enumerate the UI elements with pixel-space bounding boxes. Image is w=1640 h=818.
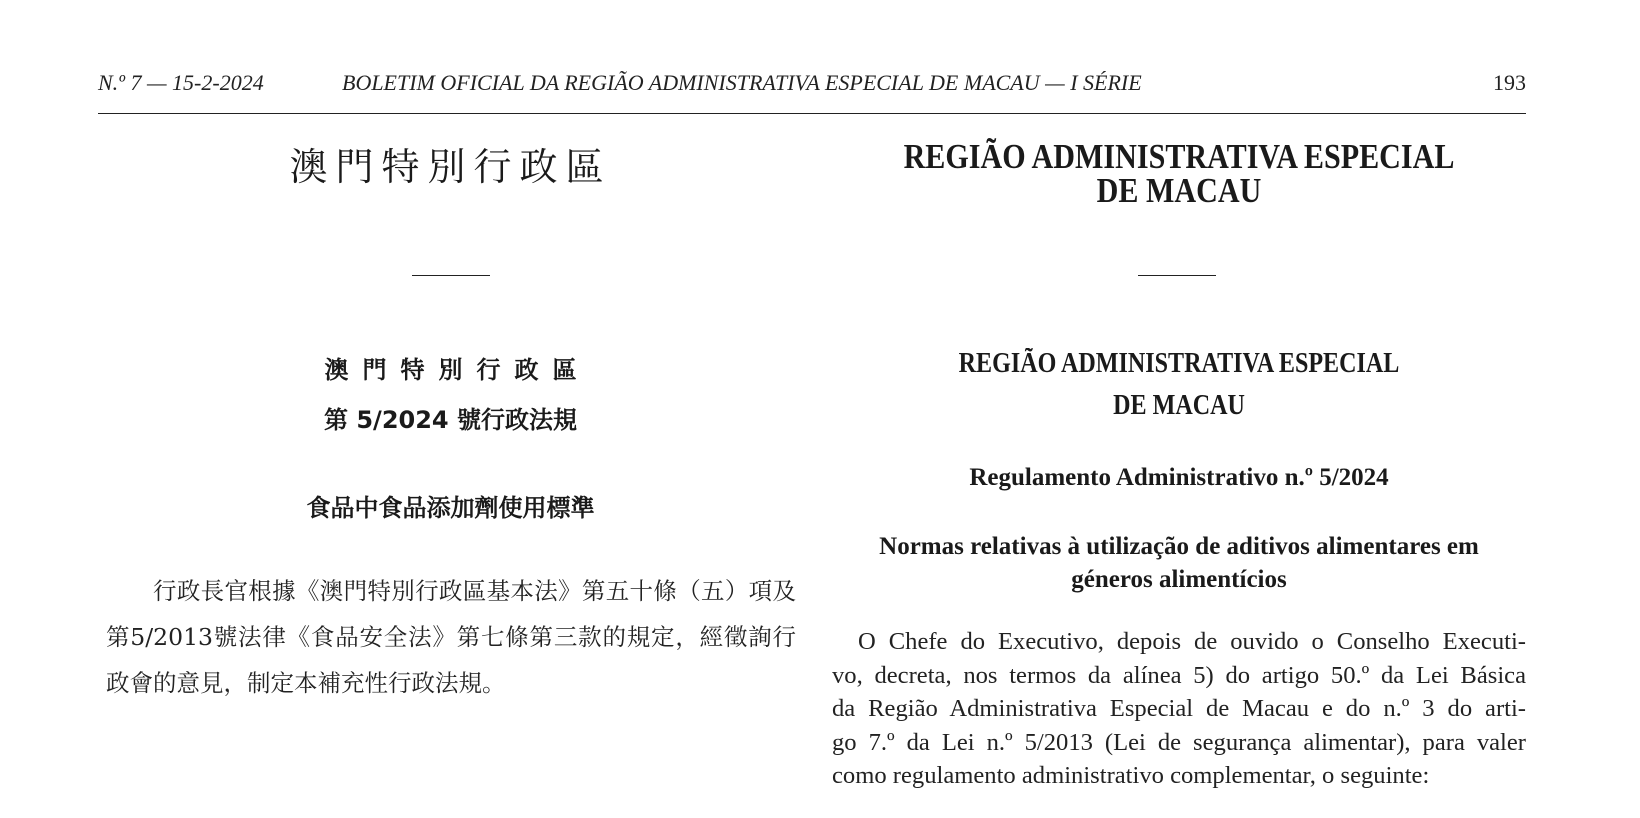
header-rule <box>98 113 1526 114</box>
portuguese-heading-line2: DE MACAU <box>1096 171 1262 210</box>
chinese-body-text: 行政長官根據《澳門特別行政區基本法》第五十條（五）項及第5/2013號法律《食品安全法》第七條第三款的規定，經徵詢行政會的意見，制定本補充性行政法規。 <box>106 577 796 697</box>
portuguese-divider <box>1138 275 1216 276</box>
portuguese-regulation-topic: Normas relativas à utilização de aditivos alimentares em géneros alimentícios <box>879 533 1479 593</box>
body-line: go 7.º da Lei n.º 5/2013 (Lei de segurança alimentar), para valer <box>832 728 1526 756</box>
portuguese-regulation-number: Regulamento Administrativo n.º 5/2024 <box>969 464 1389 491</box>
portuguese-subheading-line1: REGIÃO ADMINISTRATIVA ESPECIAL <box>958 348 1400 379</box>
body-line: O Chefe do Executivo, depois de ouvido o Conselho Executi- <box>858 628 1526 655</box>
issue-number: N.º 7 — 15-2-2024 <box>98 70 264 95</box>
body-line: vo, decreta, nos termos da alínea 5) do artigo 50.º da Lei Básica <box>832 661 1526 689</box>
gazette-header <box>98 70 1526 95</box>
portuguese-heading-line1: REGIÃO ADMINISTRATIVA ESPECIAL <box>903 137 1455 176</box>
page-number: 193 <box>1493 70 1526 95</box>
chinese-subheading: 澳門特別行政區 <box>324 356 591 384</box>
gazette-title: BOLETIM OFICIAL DA REGIÃO ADMINISTRATIVA ESPECIAL DE MACAU — I SÉRIE <box>342 70 1142 95</box>
chinese-divider <box>412 275 490 276</box>
body-line: da Região Administrativa Especial de Macau e do n.º 3 do arti- <box>832 695 1526 723</box>
chinese-regulation-topic: 食品中食品添加劑使用標準 <box>306 494 595 522</box>
portuguese-subheading-line2: DE MACAU <box>1113 390 1245 421</box>
chinese-heading: 澳門特別行政區 <box>289 145 612 189</box>
body-line: como regulamento administrativo complementar, o seguinte: <box>832 762 1430 790</box>
portuguese-body-text <box>832 625 1526 793</box>
chinese-regulation-number: 第 5/2024 號行政法規 <box>324 406 577 434</box>
